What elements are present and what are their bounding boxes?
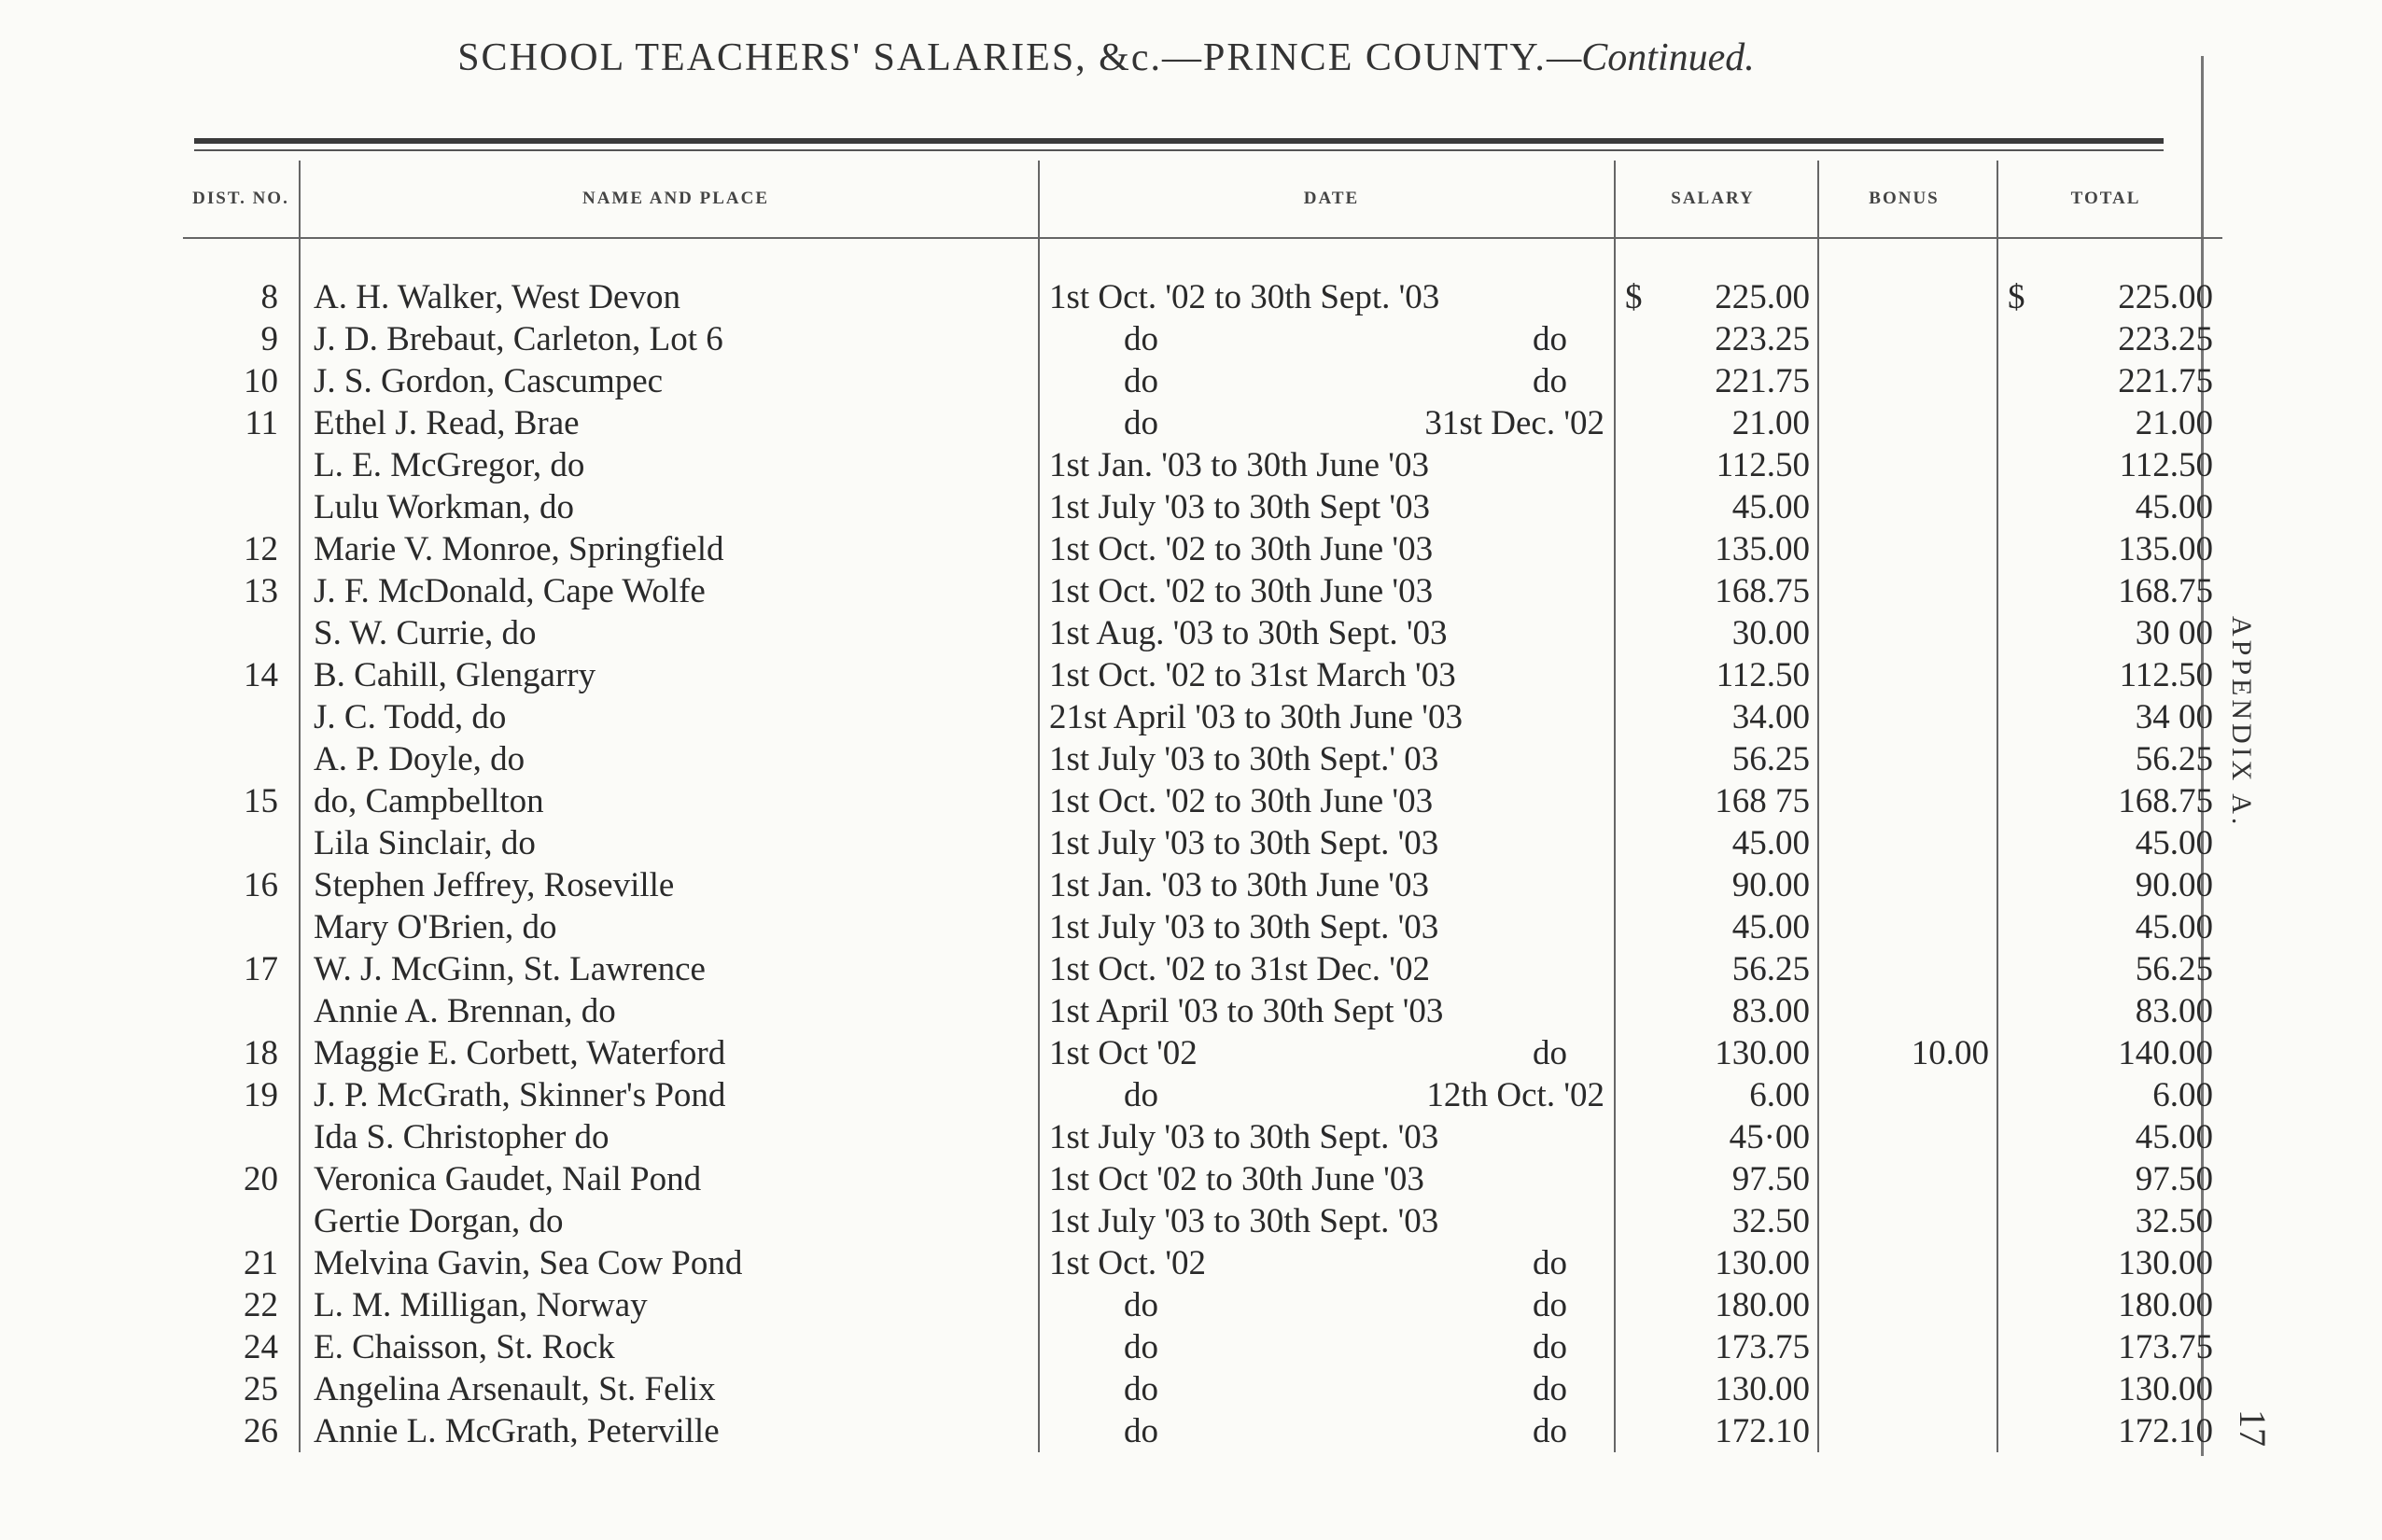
total-cell: 45.00 (1997, 822, 2222, 864)
date-from: do (1124, 320, 1158, 358)
bonus-cell (1818, 1242, 1997, 1284)
table-row (183, 276, 2222, 318)
col-header-total: TOTAL (1997, 161, 2222, 238)
total-cell: 112.50 (1997, 654, 2222, 696)
bonus-cell (1818, 1368, 1997, 1410)
total-cell: 172.10 (1997, 1410, 2222, 1452)
date-to: do (1533, 1286, 1567, 1324)
salary-cell: 6.00 (1615, 1074, 1818, 1116)
dist-no-cell (183, 612, 300, 654)
table-row (183, 696, 2222, 738)
total-cell: 130.00 (1997, 1242, 2222, 1284)
bonus-cell (1818, 696, 1997, 738)
dollar-sign: $ (2008, 278, 2025, 316)
date-cell: 1st July '03 to 30th Sept '03 (1039, 486, 1615, 528)
table-row (183, 318, 2222, 360)
bonus-cell (1818, 990, 1997, 1032)
salary-cell: 173.75 (1615, 1326, 1818, 1368)
dist-no-cell (183, 990, 300, 1032)
total-cell (1997, 276, 2222, 318)
salary-cell: 130.00 (1615, 1368, 1818, 1410)
date-cell: 1st Oct '02 to 30th June '03 (1039, 1158, 1615, 1200)
table-row (183, 612, 2222, 654)
name-place-cell: A. P. Doyle, do (300, 738, 1039, 780)
date-from: 1st Oct '02 (1049, 1034, 1198, 1072)
table-row (183, 528, 2222, 570)
table-row (183, 360, 2222, 402)
date-cell (1039, 1074, 1615, 1116)
dist-no-cell: 13 (244, 572, 278, 610)
table-row (183, 570, 2222, 612)
salary-cell: 168.75 (1615, 570, 1818, 612)
bonus-cell (1818, 1158, 1997, 1200)
salary-cell: 180.00 (1615, 1284, 1818, 1326)
dist-no-cell: 24 (244, 1328, 278, 1366)
name-place-cell: Ethel J. Read, Brae (300, 402, 1039, 444)
page-number: 17 (2232, 1409, 2274, 1447)
total-cell: 168.75 (1997, 570, 2222, 612)
table-row (183, 654, 2222, 696)
total-cell: 45.00 (1997, 486, 2222, 528)
dist-no-cell: 18 (244, 1034, 278, 1072)
table-row (183, 738, 2222, 780)
table-row (183, 402, 2222, 444)
salary-cell: 112.50 (1615, 444, 1818, 486)
total-cell: 56.25 (1997, 738, 2222, 780)
col-header-dist: DIST. NO. (183, 161, 300, 238)
table-row (183, 1116, 2222, 1158)
date-from: 1st Oct. '02 (1049, 1244, 1207, 1282)
dist-no-cell: 14 (244, 656, 278, 694)
date-cell (1039, 1410, 1615, 1452)
salary-cell: 90.00 (1615, 864, 1818, 906)
title-continued: —Continued. (1546, 36, 1755, 79)
table-row (183, 1410, 2222, 1452)
dist-no-cell (183, 822, 300, 864)
date-cell: 1st Oct. '02 to 31st Dec. '02 (1039, 948, 1615, 990)
name-place-cell: B. Cahill, Glengarry (300, 654, 1039, 696)
dist-no-cell: 17 (244, 950, 278, 988)
date-from: do (1124, 1328, 1158, 1366)
bonus-cell (1818, 654, 1997, 696)
table-row (183, 1200, 2222, 1242)
bonus-cell (1818, 528, 1997, 570)
name-place-cell: J. F. McDonald, Cape Wolfe (300, 570, 1039, 612)
date-from: do (1124, 1370, 1158, 1408)
date-from: do (1124, 362, 1158, 400)
dist-no-cell: 20 (244, 1160, 278, 1198)
name-place-cell: Ida S. Christopher do (300, 1116, 1039, 1158)
date-cell (1039, 360, 1615, 402)
dist-no-cell (183, 1200, 300, 1242)
date-cell: 1st Oct. '02 to 30th Sept. '03 (1039, 276, 1615, 318)
bonus-cell (1818, 318, 1997, 360)
salary-cell: 130.00 (1615, 1032, 1818, 1074)
date-to: do (1533, 1244, 1567, 1282)
name-place-cell: Marie V. Monroe, Springfield (300, 528, 1039, 570)
bonus-cell (1818, 486, 1997, 528)
salary-cell: 56.25 (1615, 948, 1818, 990)
name-place-cell: Veronica Gaudet, Nail Pond (300, 1158, 1039, 1200)
total-cell: 180.00 (1997, 1284, 2222, 1326)
bonus-cell (1818, 570, 1997, 612)
date-cell: 1st July '03 to 30th Sept. '03 (1039, 906, 1615, 948)
date-to: do (1533, 1034, 1567, 1072)
salary-cell: 221.75 (1615, 360, 1818, 402)
date-cell (1039, 318, 1615, 360)
salary-cell: 34.00 (1615, 696, 1818, 738)
total-cell: 30 00 (1997, 612, 2222, 654)
date-cell: 1st Oct. '02 to 30th June '03 (1039, 528, 1615, 570)
salary-cell: 83.00 (1615, 990, 1818, 1032)
bonus-cell (1818, 948, 1997, 990)
salary-cell: 97.50 (1615, 1158, 1818, 1200)
dist-no-cell: 15 (244, 782, 278, 820)
table-row (183, 444, 2222, 486)
date-cell: 1st Jan. '03 to 30th June '03 (1039, 864, 1615, 906)
name-place-cell: Melvina Gavin, Sea Cow Pond (300, 1242, 1039, 1284)
salary-cell: 135.00 (1615, 528, 1818, 570)
name-place-cell: Maggie E. Corbett, Waterford (300, 1032, 1039, 1074)
bonus-cell (1818, 1326, 1997, 1368)
salary-cell: 168 75 (1615, 780, 1818, 822)
name-place-cell: do, Campbellton (300, 780, 1039, 822)
bonus-cell (1818, 822, 1997, 864)
col-header-name: NAME AND PLACE (300, 161, 1039, 238)
name-place-cell: Lulu Workman, do (300, 486, 1039, 528)
date-cell: 1st Jan. '03 to 30th June '03 (1039, 444, 1615, 486)
total-cell: 56.25 (1997, 948, 2222, 990)
date-cell: 1st July '03 to 30th Sept. '03 (1039, 822, 1615, 864)
table-row (183, 1074, 2222, 1116)
date-to: do (1533, 320, 1567, 358)
salary-cell: 130.00 (1615, 1242, 1818, 1284)
col-header-bonus: BONUS (1818, 161, 1997, 238)
dist-no-cell: 9 (260, 320, 278, 358)
total-cell: 45.00 (1997, 906, 2222, 948)
dist-no-cell: 12 (244, 530, 278, 568)
date-to: 12th Oct. '02 (1426, 1076, 1604, 1114)
date-cell (1039, 1368, 1615, 1410)
name-place-cell: J. S. Gordon, Cascumpec (300, 360, 1039, 402)
bonus-cell (1818, 1200, 1997, 1242)
date-cell (1039, 1242, 1615, 1284)
bonus-cell (1818, 402, 1997, 444)
table-header-row (183, 161, 2222, 238)
header-rule-thin (194, 149, 2164, 151)
name-place-cell: J. C. Todd, do (300, 696, 1039, 738)
salary-cell: 32.50 (1615, 1200, 1818, 1242)
salary-cell: 45.00 (1615, 486, 1818, 528)
dist-no-cell: 16 (244, 866, 278, 904)
date-cell: 1st April '03 to 30th Sept '03 (1039, 990, 1615, 1032)
bonus-cell (1818, 444, 1997, 486)
bonus-cell (1818, 612, 1997, 654)
date-cell: 1st July '03 to 30th Sept.' 03 (1039, 738, 1615, 780)
total-cell: 90.00 (1997, 864, 2222, 906)
total-cell: 221.75 (1997, 360, 2222, 402)
date-to: do (1533, 1328, 1567, 1366)
table-row (183, 1158, 2222, 1200)
name-place-cell: Annie A. Brennan, do (300, 990, 1039, 1032)
date-cell: 1st Oct. '02 to 30th June '03 (1039, 780, 1615, 822)
date-cell (1039, 402, 1615, 444)
table-row (183, 948, 2222, 990)
date-cell (1039, 1326, 1615, 1368)
salary-cell: 56.25 (1615, 738, 1818, 780)
total-cell: 223.25 (1997, 318, 2222, 360)
name-place-cell: Lila Sinclair, do (300, 822, 1039, 864)
bonus-cell (1818, 864, 1997, 906)
table-row (183, 1032, 2222, 1074)
date-cell: 1st Oct. '02 to 31st March '03 (1039, 654, 1615, 696)
name-place-cell: Stephen Jeffrey, Roseville (300, 864, 1039, 906)
name-place-cell: Mary O'Brien, do (300, 906, 1039, 948)
table-row (183, 1368, 2222, 1410)
title-text: SCHOOL TEACHERS' SALARIES, &c.—PRINCE COUNTY. (457, 36, 1547, 79)
salary-value: 225.00 (1715, 278, 1810, 316)
dist-no-cell: 22 (244, 1286, 278, 1324)
date-cell (1039, 1284, 1615, 1326)
bonus-cell (1818, 1410, 1997, 1452)
salary-cell: 112.50 (1615, 654, 1818, 696)
dist-no-cell: 25 (244, 1370, 278, 1408)
total-cell: 130.00 (1997, 1368, 2222, 1410)
dist-no-cell (183, 444, 300, 486)
date-from: do (1124, 1076, 1158, 1114)
total-cell: 97.50 (1997, 1158, 2222, 1200)
total-cell: 168.75 (1997, 780, 2222, 822)
table-row (183, 1284, 2222, 1326)
bonus-cell (1818, 276, 1997, 318)
name-place-cell: E. Chaisson, St. Rock (300, 1326, 1039, 1368)
total-cell: 6.00 (1997, 1074, 2222, 1116)
total-cell: 173.75 (1997, 1326, 2222, 1368)
salary-table (183, 161, 2222, 1452)
salary-cell: 45·00 (1615, 1116, 1818, 1158)
table-body (183, 238, 2222, 1452)
date-from: do (1124, 404, 1158, 442)
name-place-cell: J. P. McGrath, Skinner's Pond (300, 1074, 1039, 1116)
header-rule (194, 138, 2164, 144)
name-place-cell: A. H. Walker, West Devon (300, 276, 1039, 318)
name-place-cell: J. D. Brebaut, Carleton, Lot 6 (300, 318, 1039, 360)
dist-no-cell (183, 906, 300, 948)
dist-no-cell (183, 1116, 300, 1158)
bonus-cell (1818, 1284, 1997, 1326)
table-row (183, 780, 2222, 822)
salary-cell: 45.00 (1615, 906, 1818, 948)
date-from: do (1124, 1412, 1158, 1450)
date-to: 31st Dec. '02 (1424, 404, 1604, 442)
name-place-cell: S. W. Currie, do (300, 612, 1039, 654)
bonus-cell (1818, 906, 1997, 948)
salary-cell: 172.10 (1615, 1410, 1818, 1452)
name-place-cell: Angelina Arsenault, St. Felix (300, 1368, 1039, 1410)
date-cell: 1st Oct. '02 to 30th June '03 (1039, 570, 1615, 612)
date-cell: 1st Aug. '03 to 30th Sept. '03 (1039, 612, 1615, 654)
date-cell: 1st July '03 to 30th Sept. '03 (1039, 1200, 1615, 1242)
date-cell: 21st April '03 to 30th June '03 (1039, 696, 1615, 738)
total-cell: 32.50 (1997, 1200, 2222, 1242)
table-row (183, 906, 2222, 948)
dollar-sign: $ (1625, 278, 1643, 316)
date-from: do (1124, 1286, 1158, 1324)
name-place-cell: Gertie Dorgan, do (300, 1200, 1039, 1242)
bonus-cell (1818, 738, 1997, 780)
total-cell: 135.00 (1997, 528, 2222, 570)
date-cell (1039, 1032, 1615, 1074)
salary-cell: 45.00 (1615, 822, 1818, 864)
appendix-side-label: APPENDIX A. (2226, 616, 2257, 829)
table-row (183, 864, 2222, 906)
date-cell: 1st July '03 to 30th Sept. '03 (1039, 1116, 1615, 1158)
bonus-cell (1818, 780, 1997, 822)
table-row (183, 822, 2222, 864)
date-to: do (1533, 1370, 1567, 1408)
page-title (0, 35, 2212, 80)
table-row (183, 990, 2222, 1032)
bonus-cell: 10.00 (1818, 1032, 1997, 1074)
salary-cell: 223.25 (1615, 318, 1818, 360)
table-row (183, 1242, 2222, 1284)
dist-no-cell: 10 (244, 362, 278, 400)
dist-no-cell: 21 (244, 1244, 278, 1282)
salary-cell: 21.00 (1615, 402, 1818, 444)
col-header-date: DATE (1039, 161, 1615, 238)
col-header-salary: SALARY (1615, 161, 1818, 238)
total-cell: 21.00 (1997, 402, 2222, 444)
name-place-cell: L. M. Milligan, Norway (300, 1284, 1039, 1326)
dist-no-cell: 11 (245, 404, 278, 442)
table-row (183, 486, 2222, 528)
bonus-cell (1818, 360, 1997, 402)
total-cell: 112.50 (1997, 444, 2222, 486)
salary-cell (1615, 276, 1818, 318)
table-row (183, 1326, 2222, 1368)
total-cell: 34 00 (1997, 696, 2222, 738)
total-cell: 83.00 (1997, 990, 2222, 1032)
date-to: do (1533, 1412, 1567, 1450)
dist-no-cell: 8 (260, 278, 278, 316)
bonus-cell (1818, 1116, 1997, 1158)
dist-no-cell (183, 696, 300, 738)
total-cell: 140.00 (1997, 1032, 2222, 1074)
dist-no-cell (183, 738, 300, 780)
total-value: 225.00 (2118, 278, 2213, 316)
dist-no-cell (183, 486, 300, 528)
name-place-cell: W. J. McGinn, St. Lawrence (300, 948, 1039, 990)
salary-cell: 30.00 (1615, 612, 1818, 654)
name-place-cell: L. E. McGregor, do (300, 444, 1039, 486)
dist-no-cell: 19 (244, 1076, 278, 1114)
date-to: do (1533, 362, 1567, 400)
dist-no-cell: 26 (244, 1412, 278, 1450)
name-place-cell: Annie L. McGrath, Peterville (300, 1410, 1039, 1452)
table-spacer-row (183, 238, 2222, 276)
total-cell: 45.00 (1997, 1116, 2222, 1158)
bonus-cell (1818, 1074, 1997, 1116)
